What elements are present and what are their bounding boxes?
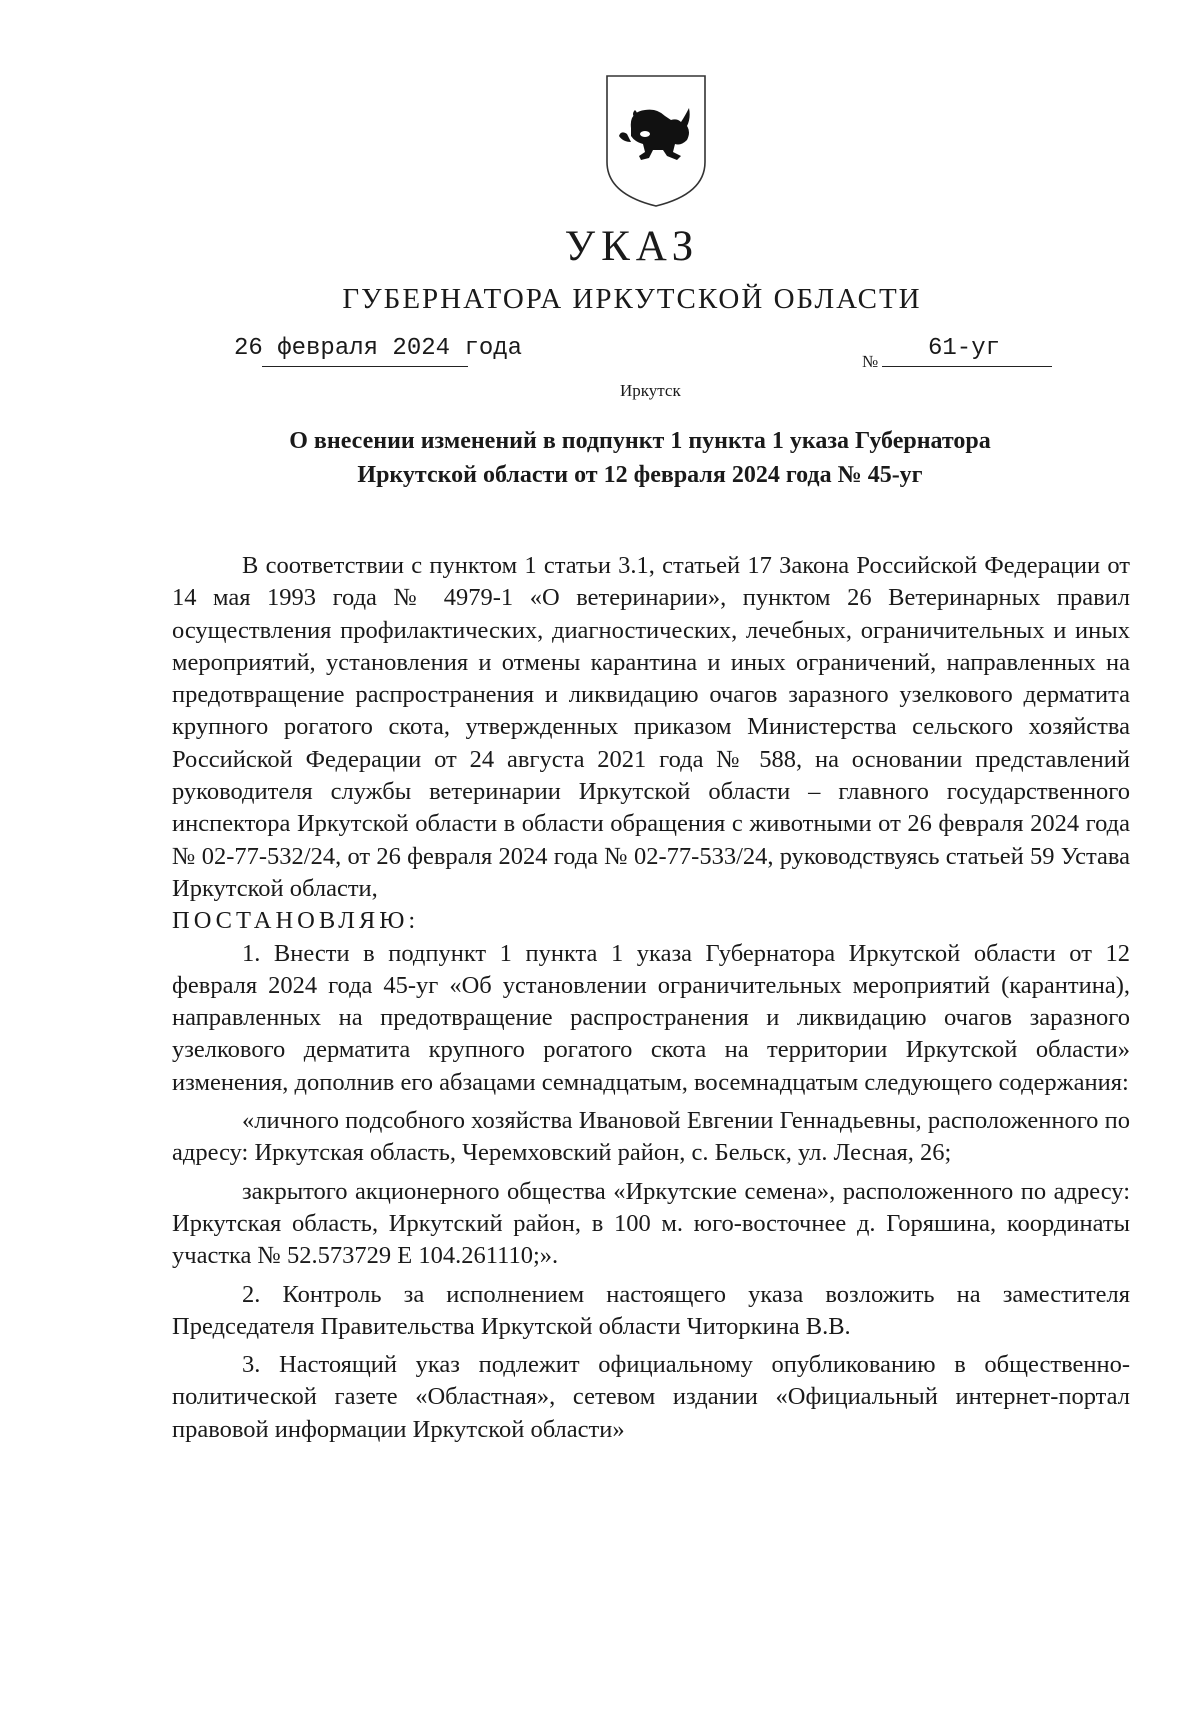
document-number: 61-уг: [928, 335, 1001, 362]
heading-line-2: Иркутской области от 12 февраля 2024 года № 45-уг: [357, 462, 923, 488]
number-label: №: [862, 352, 879, 371]
irkutsk-coat-of-arms-icon: [601, 70, 711, 212]
date-underline: [262, 366, 468, 367]
paragraph-preamble: В соответствии с пунктом 1 статьи 3.1, статьей 17 Закона Российской Федерации от 14 мая 1993 года № 4979-1 «О ветеринарии», пунктом 26 Ветеринарных правил осуществления профилактических, диагностических, лечебных, ограничительных и иных мероприятий, установления и отмены карантина и иных ограничений, направленных на предотвращение распространения и ликвидацию очагов заразного узелкового дерматита крупного рогатого скота, утвержденных приказом Министерства сельского хозяйства Российской Федерации от 24 августа 2021 года № 588, на основании представлений руководителя службы ветеринарии Иркутской области – главного государственного инспектора Иркутской области в области обращения с животными от 26 февраля 2024 года № 02-77-532/24, от 26 февраля 2024 года № 02-77-533/24, руководствуясь статьей 59 Устава Иркутской области,: [172, 552, 1130, 902]
paragraph-item-1-addition-b: закрытого акционерного общества «Иркутские семена», расположенного по адресу: Иркутская область, Иркутский район, в 100 м. юго-восточнее д. Горяшина, координаты участка № 52.573729 Е 104.261110;».: [172, 1177, 1130, 1270]
number-underline: [882, 366, 1052, 367]
document-title: УКАЗ: [564, 223, 700, 270]
paragraph-resolve: ПОСТАНОВЛЯЮ:: [172, 907, 420, 935]
paragraph-item-2: 2. Контроль за исполнением настоящего указа возложить на заместителя Председателя Правительства Иркутской области Читоркина В.В.: [172, 1280, 1130, 1340]
document-date: 26 февраля 2024 года: [234, 335, 523, 362]
paragraph-item-1-addition-a: «личного подсобного хозяйства Ивановой Евгении Геннадьевны, расположенного по адресу: Иркутская область, Черемховский район, с. Бельск, ул. Лесная, 26;: [172, 1107, 1130, 1167]
document-issuer: ГУБЕРНАТОРА ИРКУТСКОЙ ОБЛАСТИ: [342, 283, 922, 315]
heading-line-1: О внесении изменений в подпункт 1 пункта 1 указа Губернатора: [289, 428, 991, 454]
document-city: Иркутск: [620, 381, 681, 400]
document-heading: [180, 424, 1100, 492]
paragraph-item-3: 3. Настоящий указ подлежит официальному опубликованию в общественно-политической газете «Областная», сетевом издании «Официальный интернет-портал правовой информации Иркутской области»: [172, 1351, 1130, 1443]
paragraph-item-1: 1. Внести в подпункт 1 пункта 1 указа Губернатора Иркутской области от 12 февраля 2024 года 45-уг «Об установлении ограничительных мероприятий (карантина), направленных на предотвращение распространения и ликвидацию очагов заразного узелкового дерматита крупного рогатого скота на территории Иркутской области» изменения, дополнив его абзацами семнадцатым, восемнадцатым следующего содержания:: [172, 939, 1130, 1096]
document-body: [172, 550, 1130, 1446]
